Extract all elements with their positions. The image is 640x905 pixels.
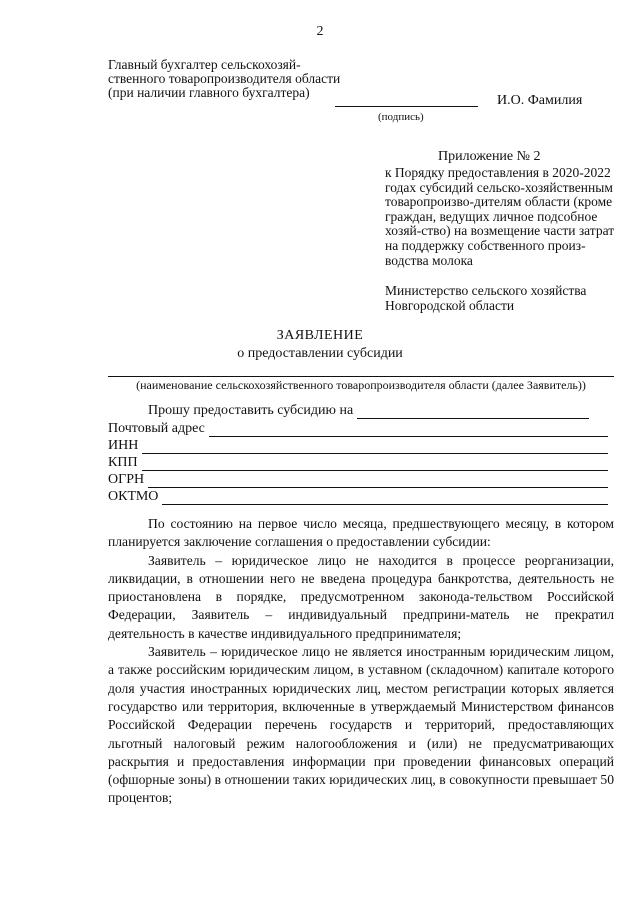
subsidy-request-row [108,402,608,419]
kpp-field[interactable] [142,457,608,471]
applicant-name-line[interactable] [108,376,614,377]
inn-row [108,437,608,454]
kpp-row [108,454,608,471]
subsidy-purpose-field[interactable] [357,405,589,419]
document-subtitle: о предоставлении субсидии [237,346,403,361]
appendix-title: Приложение № 2 [438,149,541,164]
postal-address-label: Почтовый адрес [108,421,205,436]
appendix-text: к Порядку предоставления в 2020-2022 годах субсидий сельско-хозяйственным товаропроизво-дителям области (кроме граждан, ведущих личное подсобное хозяй-ство) на возмещение части затрат на поддержку собственного произ-водства молока [385,165,615,268]
paragraph-intro: По состоянию на первое число месяца, предшествующего месяцу, в котором планируется заключение соглашения о предоставлении субсидии: [108,516,614,550]
signature-caption: (подпись) [378,111,424,123]
subsidy-request-label: Прошу предоставить субсидию на [148,403,354,418]
signature-line [335,106,478,107]
ogrn-label: ОГРН [108,472,145,487]
ogrn-row [108,471,608,488]
ogrn-field[interactable] [148,474,608,488]
page-number: 2 [316,24,324,39]
inn-label: ИНН [108,438,139,453]
oktmo-row [108,488,608,505]
applicant-name-caption: (наименование сельскохозяйственного товаропроизводителя области (далее Заявитель)) [136,378,586,392]
recipient-ministry: Министерство сельского хозяйства Новгородской области [385,283,587,313]
signer-name: И.О. Фамилия [497,93,583,108]
postal-address-row [108,420,608,437]
oktmo-field[interactable] [162,491,608,505]
postal-address-field[interactable] [209,423,608,437]
signer-title: Главный бухгалтер сельскохозяй-ственного товаропроизводителя области (при наличии главного бухгалтера) [108,57,341,100]
document-title: ЗАЯВЛЕНИЕ [276,328,364,343]
oktmo-label: ОКТМО [108,489,159,504]
kpp-label: КПП [108,455,138,470]
inn-field[interactable] [142,440,608,454]
statement-body [108,515,614,808]
paragraph-foreign-entity: Заявитель – юридическое лицо не является иностранным юридическим лицом, а также российским юридическим лицом, в уставном (складочном) капитале которого доля участия иностранных юридических лиц, местом регистрации которых является государство или территория, включенные в утверждаемый Министерством финансов Российской Федерации перечень государств и территорий, предоставляющих льготный налоговый режим налогообложения и (или) не предусматривающих раскрытия и предоставления информации при проведении финансовых операций (офшорные зоны) в отношении таких юридических лиц, в совокупности превышает 50 процентов; [108,644,614,806]
paragraph-reorganization: Заявитель – юридическое лицо не находится в процессе реорганизации, ликвидации, в отношении него не введена процедура банкротства, деятельность не приостановлена в порядке, предусмотренном законода-тельством Российской Федерации, Заявитель – индивидуальный предприни-матель не прекратил деятельность в качестве индивидуального предпринимателя; [108,552,614,641]
